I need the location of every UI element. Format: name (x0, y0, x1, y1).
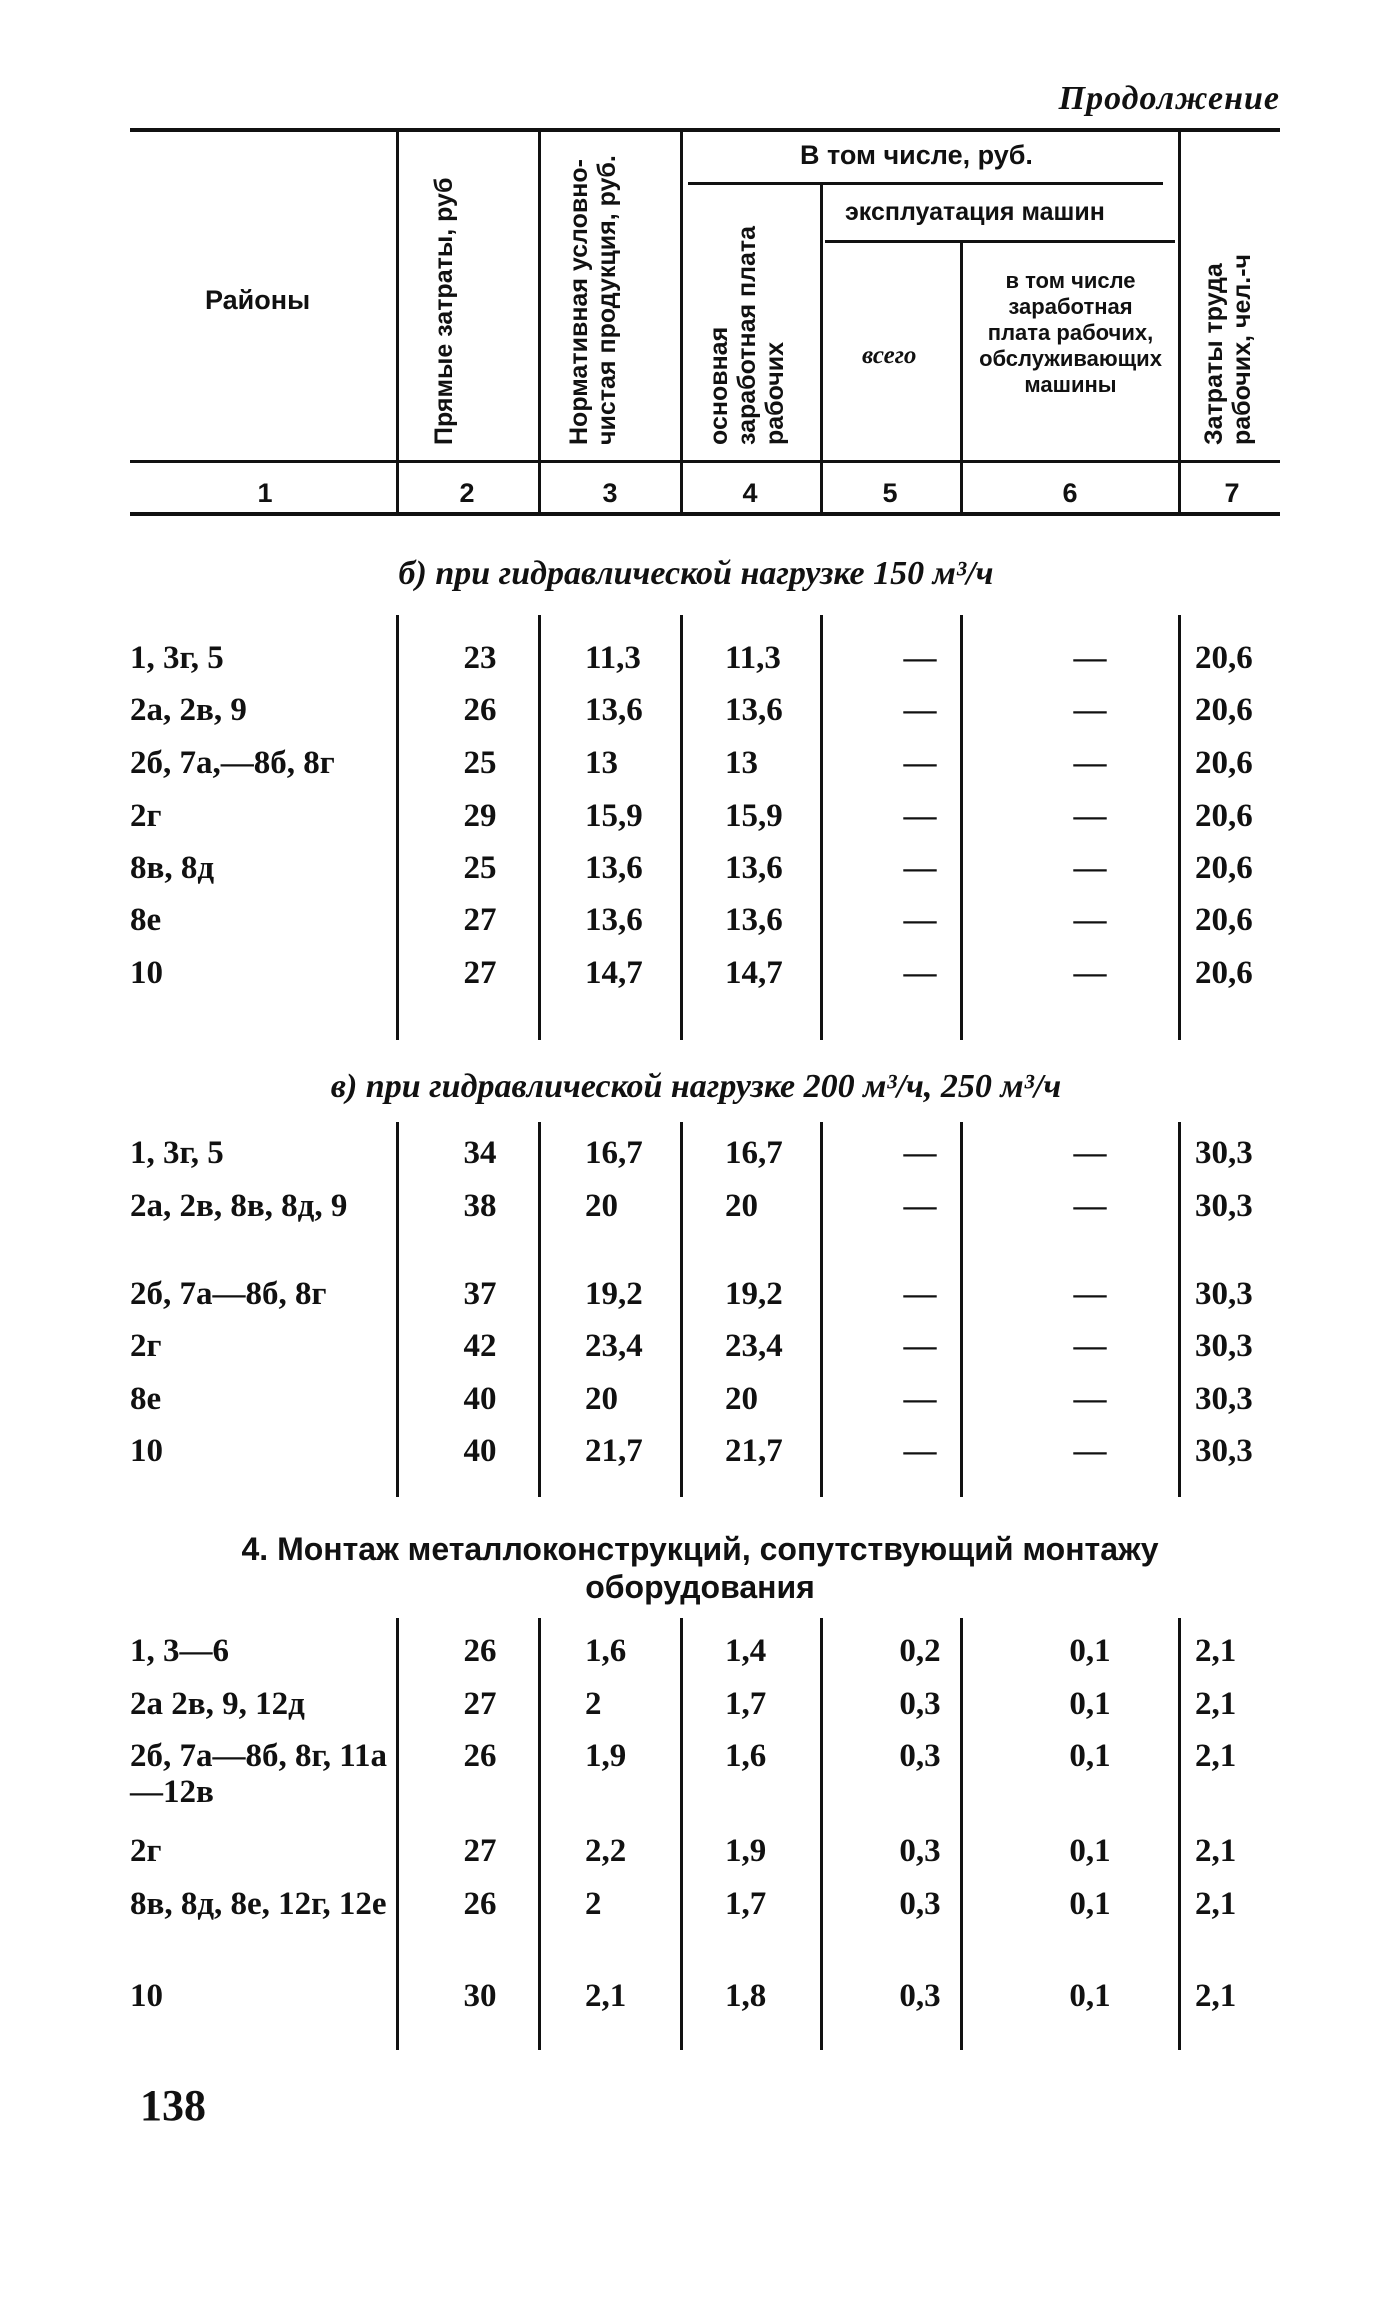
cell-labor-costs: 2,1 (1195, 1833, 1237, 1869)
cell-machine-total: — (903, 1433, 937, 1469)
cell-machine-total: — (903, 1188, 937, 1224)
cell-direct-costs: 26 (463, 1738, 497, 1774)
cell-machine-wages: — (1073, 1135, 1107, 1171)
cell-machine-wages: — (1073, 745, 1107, 781)
body-divider (1178, 615, 1181, 1040)
header-divider (820, 185, 823, 512)
cell-base-wages: 23,4 (725, 1328, 783, 1364)
cell-district: 8е (130, 902, 162, 938)
cell-normative-product: 19,2 (585, 1276, 643, 1312)
body-divider (396, 1618, 399, 2050)
cell-labor-costs: 30,3 (1195, 1381, 1253, 1417)
cell-machine-wages: 0,1 (1069, 1633, 1111, 1669)
cell-direct-costs: 25 (463, 745, 497, 781)
cell-direct-costs: 26 (463, 1633, 497, 1669)
cell-labor-costs: 20,6 (1195, 955, 1253, 991)
cell-machine-total: — (903, 850, 937, 886)
cell-direct-costs: 27 (463, 902, 497, 938)
cell-direct-costs: 40 (463, 1433, 497, 1469)
cell-normative-product: 2,1 (585, 1978, 627, 2014)
cell-machine-total: — (903, 640, 937, 676)
cell-normative-product: 13,6 (585, 902, 643, 938)
section-title: в) при гидравлической нагрузке 200 м³/ч, 250 м³/ч (330, 1068, 1062, 1105)
body-divider (396, 1122, 399, 1497)
cell-district: 2г (130, 1328, 162, 1364)
cell-base-wages: 20 (725, 1188, 758, 1224)
cell-normative-product: 20 (585, 1381, 618, 1417)
cell-labor-costs: 30,3 (1195, 1135, 1253, 1171)
cell-normative-product: 2 (585, 1886, 602, 1922)
col-number: 1 (257, 478, 273, 508)
cell-machine-total: — (903, 902, 937, 938)
cell-normative-product: 1,6 (585, 1633, 627, 1669)
cell-labor-costs: 20,6 (1195, 692, 1253, 728)
body-divider (396, 615, 399, 1040)
cell-normative-product: 2,2 (585, 1833, 627, 1869)
col-header-districts: Районы (205, 285, 311, 315)
cell-machine-total: — (903, 1135, 937, 1171)
cell-direct-costs: 30 (463, 1978, 497, 2014)
cell-normative-product: 13 (585, 745, 618, 781)
header-divider (396, 132, 399, 512)
cell-direct-costs: 27 (463, 955, 497, 991)
cell-normative-product: 21,7 (585, 1433, 643, 1469)
body-divider (1178, 1122, 1181, 1497)
body-divider (820, 1122, 823, 1497)
cell-district: 2а, 2в, 9 (130, 692, 247, 728)
cell-labor-costs: 20,6 (1195, 798, 1253, 834)
cell-district: 2а, 2в, 8в, 8д, 9 (130, 1188, 348, 1224)
cell-machine-total: 0,3 (899, 1833, 941, 1869)
cell-base-wages: 15,9 (725, 798, 783, 834)
group-rule (688, 182, 1163, 185)
col-number: 2 (459, 478, 475, 508)
cell-machine-wages: — (1073, 902, 1107, 938)
cell-normative-product: 20 (585, 1188, 618, 1224)
body-divider (820, 1618, 823, 2050)
col-header-normative-product: Нормативная условно-чистая продукция, руб. (565, 155, 621, 445)
continuation-label: Продолжение (1058, 80, 1280, 117)
cell-machine-wages: 0,1 (1069, 1738, 1111, 1774)
header-divider (960, 243, 963, 512)
cell-machine-total: — (903, 1381, 937, 1417)
cell-machine-total: 0,3 (899, 1886, 941, 1922)
cell-machine-total: 0,3 (899, 1978, 941, 2014)
cell-base-wages: 1,7 (725, 1886, 767, 1922)
cell-base-wages: 13,6 (725, 692, 783, 728)
col-number: 7 (1224, 478, 1240, 508)
cell-labor-costs: 20,6 (1195, 850, 1253, 886)
cell-base-wages: 1,4 (725, 1633, 767, 1669)
header-divider (538, 132, 541, 512)
body-divider (538, 1618, 541, 2050)
cell-machine-total: — (903, 1276, 937, 1312)
cell-base-wages: 20 (725, 1381, 758, 1417)
cell-base-wages: 1,6 (725, 1738, 767, 1774)
cell-base-wages: 1,8 (725, 1978, 767, 2014)
header-top-rule (130, 128, 1280, 132)
col-header-total: всего (862, 342, 917, 369)
section-title: 4. Монтаж металлоконструкций, сопутствующий монтажу оборудования (241, 1531, 1159, 1605)
col-number: 5 (882, 478, 898, 508)
subgroup-header-machine-operation: эксплуатация машин (845, 198, 1105, 226)
cell-direct-costs: 29 (463, 798, 497, 834)
section-title: б) при гидравлической нагрузке 150 м³/ч (398, 555, 994, 592)
cell-normative-product: 11,3 (585, 640, 641, 676)
cell-machine-wages: — (1073, 1188, 1107, 1224)
cell-base-wages: 1,9 (725, 1833, 767, 1869)
col-header-labor-costs: Затраты труда рабочих, чел.-ч (1200, 253, 1256, 445)
cell-labor-costs: 2,1 (1195, 1633, 1237, 1669)
col-number: 6 (1062, 478, 1078, 508)
cell-labor-costs: 2,1 (1195, 1686, 1237, 1722)
body-divider (538, 1122, 541, 1497)
cell-labor-costs: 30,3 (1195, 1328, 1253, 1364)
cell-machine-total: 0,3 (899, 1686, 941, 1722)
cell-machine-wages: — (1073, 1433, 1107, 1469)
header-divider (680, 132, 683, 512)
col-number: 3 (602, 478, 618, 508)
body-divider (680, 1618, 683, 2050)
cell-base-wages: 1,7 (725, 1686, 767, 1722)
cell-machine-wages: — (1073, 1381, 1107, 1417)
col-header-base-wages: основная заработная плата рабочих (705, 225, 789, 445)
cell-machine-total: — (903, 798, 937, 834)
header-bottom-rule (130, 460, 1280, 463)
cell-direct-costs: 23 (463, 640, 497, 676)
cell-district: 1, 3—6 (130, 1633, 229, 1669)
cell-machine-total: — (903, 955, 937, 991)
cell-district: 10 (130, 1433, 163, 1469)
cell-base-wages: 14,7 (725, 955, 783, 991)
page-number: 138 (140, 2081, 206, 2130)
cell-labor-costs: 2,1 (1195, 1886, 1237, 1922)
cell-labor-costs: 2,1 (1195, 1978, 1237, 2014)
cell-direct-costs: 26 (463, 692, 497, 728)
cell-machine-total: 0,3 (899, 1738, 941, 1774)
cell-machine-wages: 0,1 (1069, 1886, 1111, 1922)
cell-base-wages: 19,2 (725, 1276, 783, 1312)
cell-direct-costs: 25 (463, 850, 497, 886)
cell-labor-costs: 20,6 (1195, 745, 1253, 781)
cell-normative-product: 1,9 (585, 1738, 627, 1774)
subgroup-rule (825, 240, 1175, 243)
body-divider (1178, 1618, 1181, 2050)
cell-direct-costs: 34 (463, 1135, 497, 1171)
cell-machine-wages: — (1073, 640, 1107, 676)
cell-machine-wages: — (1073, 955, 1107, 991)
cell-machine-wages: — (1073, 1328, 1107, 1364)
body-divider (680, 615, 683, 1040)
body-divider (820, 615, 823, 1040)
cell-machine-total: — (903, 1328, 937, 1364)
col-header-machine-wages: в том числе заработная плата рабочих, обслуживающих машины (979, 268, 1162, 397)
cell-base-wages: 21,7 (725, 1433, 783, 1469)
cell-base-wages: 13,6 (725, 850, 783, 886)
cell-district: 10 (130, 955, 163, 991)
body-divider (680, 1122, 683, 1497)
cell-district: 1, 3г, 5 (130, 1135, 224, 1171)
col-number: 4 (742, 478, 758, 508)
group-header-including: В том числе, руб. (800, 140, 1033, 170)
col-header-direct-costs: Прямые затраты, руб (430, 177, 458, 445)
cell-machine-wages: — (1073, 1276, 1107, 1312)
cell-base-wages: 11,3 (725, 640, 781, 676)
cell-machine-wages: — (1073, 692, 1107, 728)
cell-normative-product: 2 (585, 1686, 602, 1722)
cell-district: 8в, 8д, 8е, 12г, 12е (130, 1886, 387, 1922)
cell-labor-costs: 30,3 (1195, 1188, 1253, 1224)
cell-machine-wages: 0,1 (1069, 1686, 1111, 1722)
cell-district: 2г (130, 1833, 162, 1869)
cell-direct-costs: 26 (463, 1886, 497, 1922)
cell-district: 2а 2в, 9, 12д (130, 1686, 305, 1722)
cell-direct-costs: 27 (463, 1833, 497, 1869)
cell-labor-costs: 2,1 (1195, 1738, 1237, 1774)
cell-district: 2г (130, 798, 162, 834)
cell-direct-costs: 42 (463, 1328, 497, 1364)
cell-machine-wages: — (1073, 798, 1107, 834)
cell-machine-total: 0,2 (899, 1633, 941, 1669)
cell-labor-costs: 20,6 (1195, 640, 1253, 676)
cell-normative-product: 15,9 (585, 798, 643, 834)
cell-machine-total: — (903, 745, 937, 781)
cell-direct-costs: 37 (463, 1276, 497, 1312)
cell-machine-total: — (903, 692, 937, 728)
cell-normative-product: 13,6 (585, 850, 643, 886)
cell-district: 8в, 8д (130, 850, 215, 886)
cell-normative-product: 23,4 (585, 1328, 643, 1364)
cell-direct-costs: 27 (463, 1686, 497, 1722)
cell-direct-costs: 38 (463, 1188, 497, 1224)
cell-labor-costs: 20,6 (1195, 902, 1253, 938)
body-divider (538, 615, 541, 1040)
cell-machine-wages: 0,1 (1069, 1978, 1111, 2014)
cell-district: 2б, 7а,—8б, 8г (130, 745, 335, 781)
cell-normative-product: 13,6 (585, 692, 643, 728)
header-divider (1178, 132, 1181, 512)
cell-labor-costs: 30,3 (1195, 1433, 1253, 1469)
numbers-bottom-rule (130, 512, 1280, 516)
cell-district: 8е (130, 1381, 162, 1417)
cell-machine-wages: — (1073, 850, 1107, 886)
cell-district: 2б, 7а—8б, 8г, 11а—12в (130, 1738, 387, 1810)
cell-normative-product: 16,7 (585, 1135, 643, 1171)
cell-direct-costs: 40 (463, 1381, 497, 1417)
cell-labor-costs: 30,3 (1195, 1276, 1253, 1312)
cell-normative-product: 14,7 (585, 955, 643, 991)
cell-district: 10 (130, 1978, 163, 2014)
cell-base-wages: 16,7 (725, 1135, 783, 1171)
cell-base-wages: 13,6 (725, 902, 783, 938)
cell-district: 2б, 7а—8б, 8г (130, 1276, 327, 1312)
cell-district: 1, 3г, 5 (130, 640, 224, 676)
cell-machine-wages: 0,1 (1069, 1833, 1111, 1869)
cell-base-wages: 13 (725, 745, 758, 781)
